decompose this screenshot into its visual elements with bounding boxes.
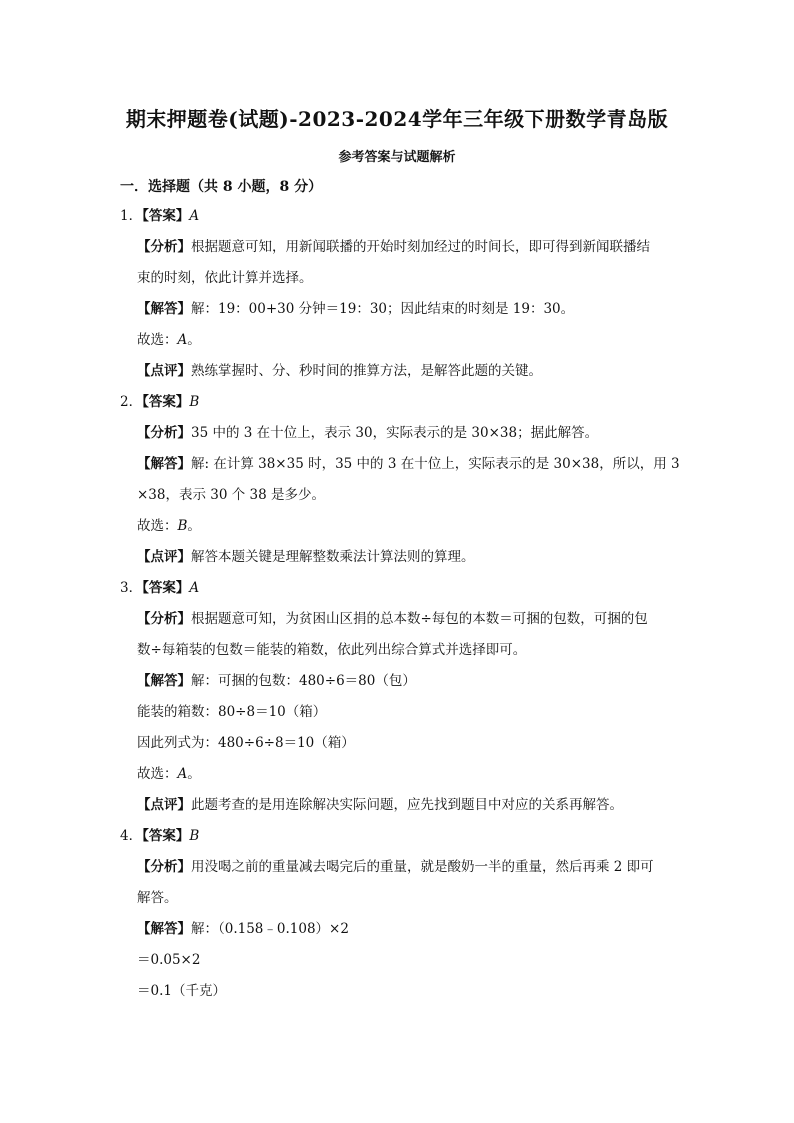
review-tag: 【点评】	[137, 549, 191, 565]
q3-solution-line	[137, 671, 416, 691]
choose-label: 故选：	[137, 518, 178, 534]
q4-solution-line	[137, 919, 349, 939]
answer-tag: 【答案】	[142, 394, 190, 410]
choose-label: 故选：	[137, 332, 178, 348]
review-tag: 【点评】	[137, 797, 191, 813]
q2-solution-line-2: ×38，表示 30 个 38 是多少。	[137, 487, 326, 503]
q3-answer-line	[120, 578, 199, 598]
review-text: 解答本题关键是理解整数乘法计算法则的算理。	[191, 549, 475, 565]
q2-review-line	[137, 547, 475, 567]
answer-tag: 【答案】	[142, 208, 190, 224]
question-number: 3．	[120, 580, 143, 596]
solution-tag: 【解答】	[137, 921, 191, 937]
q4-analysis-line-2: 解答。	[137, 890, 178, 906]
answer-value: A	[189, 208, 200, 224]
solution-text: 解：19：00+30 分钟＝19：30；因此结束的时刻是 19：30。	[191, 301, 575, 317]
q2-answer-line	[120, 392, 199, 412]
q2-analysis-line	[137, 423, 598, 443]
solution-text: 解: 在计算 38×35 时，35 中的 3 在十位上，实际表示的是 30×38，所以，用 3	[191, 456, 680, 472]
q1-analysis-line-2: 束的时刻，依此计算并选择。	[137, 270, 313, 286]
q2-solution-line	[137, 454, 680, 474]
question-number: 2．	[120, 394, 143, 410]
q3-analysis-line	[137, 609, 648, 629]
solution-tag: 【解答】	[137, 673, 191, 689]
solution-text: 解：可捆的包数：480÷6＝80（包）	[191, 673, 416, 689]
q4-solution-line-3: ＝0.1（千克）	[137, 983, 226, 999]
analysis-text: 35 中的 3 在十位上，表示 30，实际表示的是 30×38；据此解答。	[191, 425, 599, 441]
answer-value: B	[189, 394, 200, 410]
solution-tag: 【解答】	[137, 456, 191, 472]
review-text: 此题考查的是用连除解决实际问题，应先找到题目中对应的关系再解答。	[191, 797, 623, 813]
question-number: 1．	[120, 208, 143, 224]
answer-value: A	[189, 580, 200, 596]
q4-solution-line-2: ＝0.05×2	[137, 952, 201, 968]
answer-tag: 【答案】	[142, 580, 190, 596]
q3-choose-line	[137, 764, 201, 784]
q1-answer-line	[120, 206, 199, 226]
q4-analysis-line	[137, 857, 654, 877]
q1-review-line	[137, 361, 542, 381]
review-tag: 【点评】	[137, 363, 191, 379]
q3-analysis-line-2: 数÷每箱装的包数＝能装的箱数，依此列出综合算式并选择即可。	[137, 642, 527, 658]
choose-value: B	[177, 518, 188, 534]
analysis-tag: 【分析】	[137, 425, 191, 441]
q1-choose-line	[137, 330, 201, 350]
choose-value: A	[177, 332, 188, 348]
review-text: 熟练掌握时、分、秒时间的推算方法，是解答此题的关键。	[191, 363, 542, 379]
solution-text: 解：（0.158﹣0.108）×2	[191, 921, 349, 937]
page-subtitle: 参考答案与试题解析	[338, 150, 456, 165]
q1-analysis-line	[137, 237, 650, 257]
choose-label: 故选：	[137, 766, 178, 782]
answer-value: B	[189, 828, 200, 844]
q3-solution-line-2: 能装的箱数：80÷8＝10（箱）	[137, 704, 327, 720]
analysis-text: 用没喝之前的重量减去喝完后的重量，就是酸奶一半的重量，然后再乘 2 即可	[191, 859, 654, 875]
analysis-tag: 【分析】	[137, 239, 191, 255]
analysis-text: 根据题意可知，用新闻联播的开始时刻加经过的时间长，即可得到新闻联播结	[191, 239, 650, 255]
choose-suffix: 。	[187, 766, 201, 782]
answer-tag: 【答案】	[142, 828, 190, 844]
analysis-tag: 【分析】	[137, 611, 191, 627]
solution-tag: 【解答】	[137, 301, 191, 317]
section-heading: 一．选择题（共 8 小题，8 分）	[120, 179, 323, 195]
question-number: 4．	[120, 828, 143, 844]
analysis-text: 根据题意可知，为贫困山区捐的总本数÷每包的本数＝可捆的包数，可捆的包	[191, 611, 648, 627]
q1-solution-line	[137, 299, 574, 319]
page-title: 期末押题卷(试题)-2023-2024学年三年级下册数学青岛版	[125, 107, 669, 131]
choose-suffix: 。	[187, 518, 201, 534]
q3-solution-line-3: 因此列式为：480÷6÷8＝10（箱）	[137, 735, 355, 751]
q2-choose-line	[137, 516, 201, 536]
q4-answer-line	[120, 826, 199, 846]
choose-suffix: 。	[187, 332, 201, 348]
analysis-tag: 【分析】	[137, 859, 191, 875]
q3-review-line	[137, 795, 623, 815]
choose-value: A	[177, 766, 188, 782]
